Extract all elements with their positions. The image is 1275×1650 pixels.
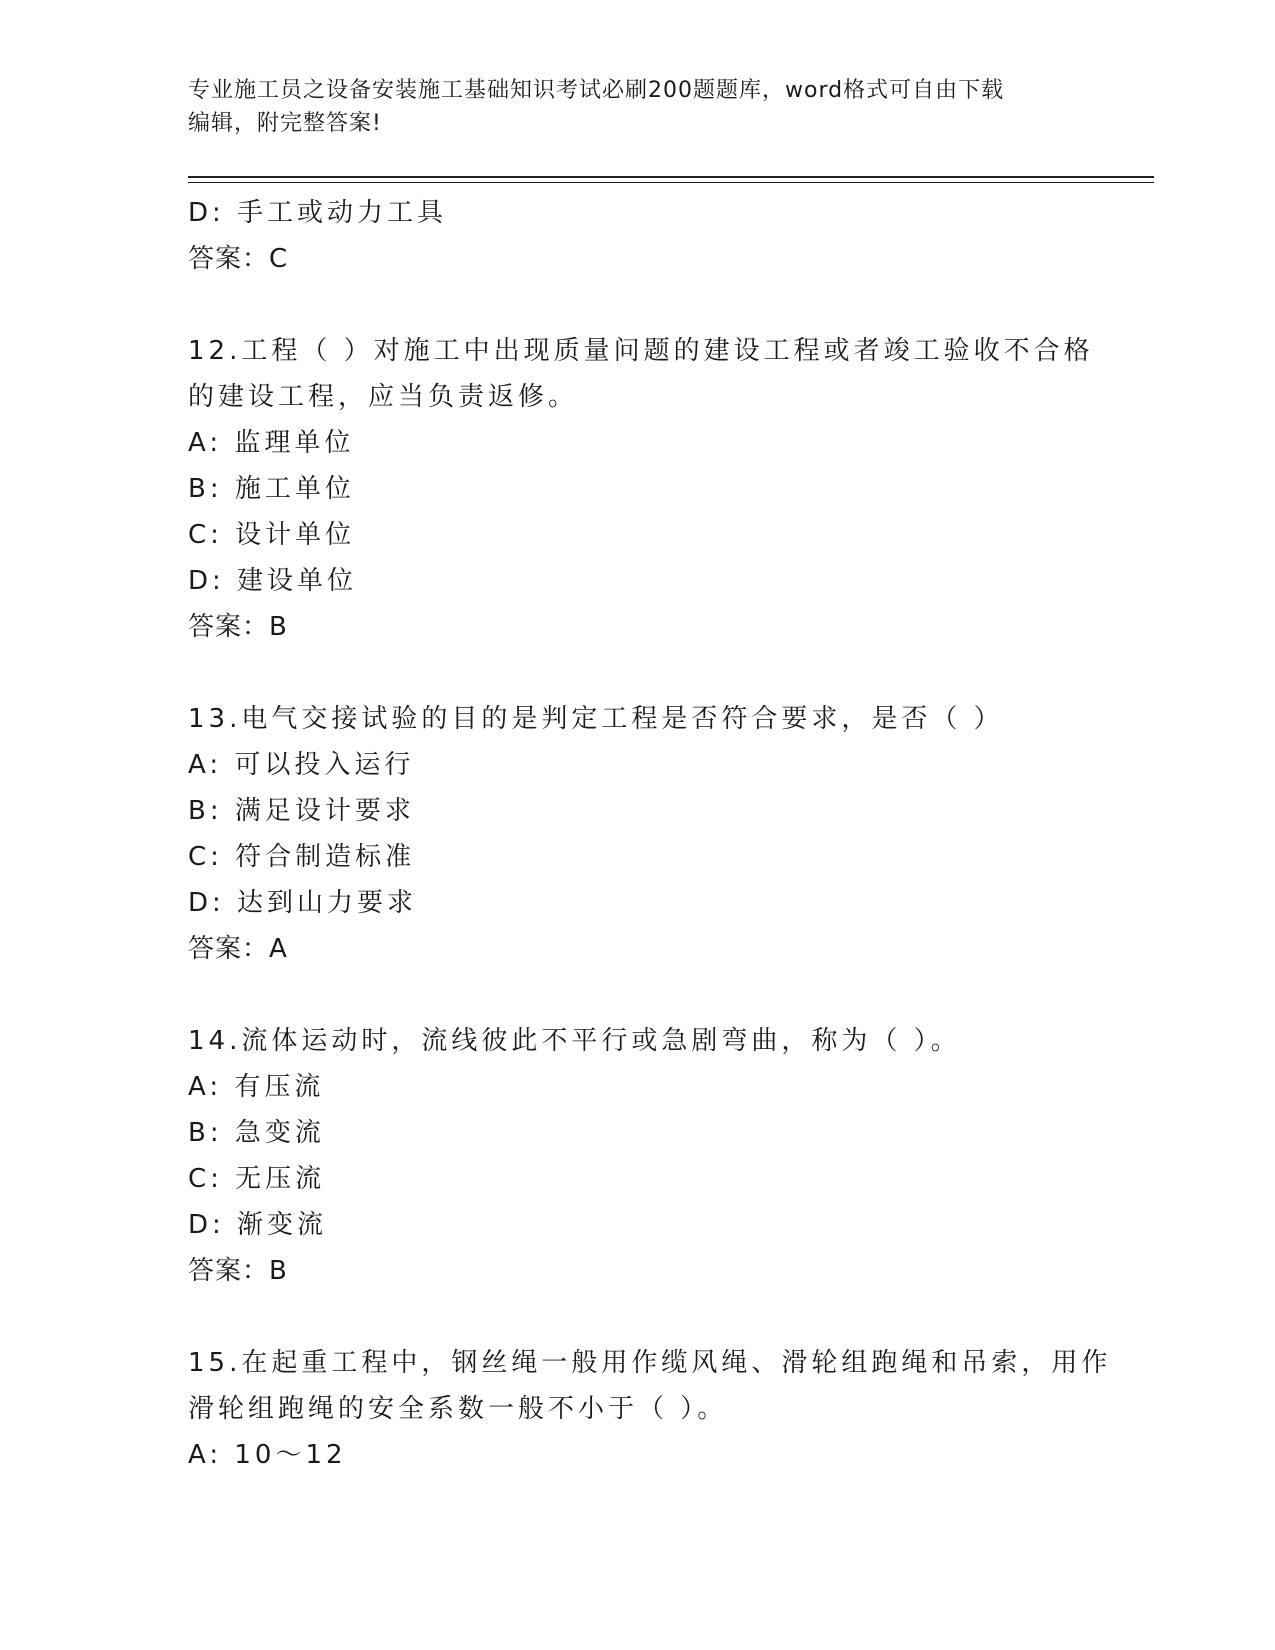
- option-b: B: 满足设计要求: [188, 796, 415, 826]
- option-d: D: 建设单位: [188, 566, 358, 596]
- question-stem-line-1: 12.工程（ ）对施工中出现质量问题的建设工程或者竣工验收不合格: [188, 336, 1094, 366]
- answer-line: 答案：C: [188, 244, 289, 274]
- question-15: [188, 1340, 1112, 1478]
- option-c: C: 符合制造标准: [188, 842, 416, 872]
- spacer: [188, 972, 1088, 1018]
- option-d: D: 达到山力要求: [188, 888, 418, 918]
- question-stem-line-2: 滑轮组跑绳的安全系数一般不小于（ ）。: [188, 1394, 728, 1424]
- header-divider-thin: [188, 182, 1154, 183]
- option-a: A: 有压流: [188, 1072, 325, 1102]
- document-header: [188, 74, 1088, 140]
- option-a: A: 监理单位: [188, 428, 355, 458]
- question-stem-line-2: 的建设工程，应当负责返修。: [188, 382, 579, 412]
- header-title-line-1: 专业施工员之设备安装施工基础知识考试必刷200题题库，word格式可自由下载: [188, 78, 1005, 103]
- question-stem-line-1: 15.在起重工程中，钢丝绳一般用作缆风绳、滑轮组跑绳和吊索，用作: [188, 1348, 1112, 1378]
- answer-line: 答案：B: [188, 1256, 288, 1286]
- option-b: B: 施工单位: [188, 474, 355, 504]
- question-13: [188, 696, 1088, 972]
- question-12: [188, 328, 1094, 650]
- option-b: B: 急变流: [188, 1118, 325, 1148]
- question-stem-line-1: 13.电气交接试验的目的是判定工程是否符合要求，是否（ ）: [188, 704, 1004, 734]
- answer-line: 答案：B: [188, 612, 288, 642]
- option-c: C: 无压流: [188, 1164, 326, 1194]
- spacer: [188, 650, 1088, 696]
- option-c: C: 设计单位: [188, 520, 356, 550]
- option-d: D: 手工或动力工具: [188, 198, 448, 228]
- question-list: [188, 190, 1112, 1478]
- spacer: [188, 282, 1088, 328]
- option-a: A: 10～12: [188, 1440, 347, 1470]
- question-stem-line-1: 14.流体运动时，流线彼此不平行或急剧弯曲，称为（ ）。: [188, 1026, 961, 1056]
- spacer: [188, 1294, 1088, 1340]
- option-a: A: 可以投入运行: [188, 750, 415, 780]
- header-divider-thick: [188, 176, 1154, 178]
- option-d: D: 渐变流: [188, 1210, 328, 1240]
- header-title-line-2: 编辑，附完整答案!: [188, 111, 382, 136]
- question-14: [188, 1018, 1088, 1294]
- answer-line: 答案：A: [188, 934, 288, 964]
